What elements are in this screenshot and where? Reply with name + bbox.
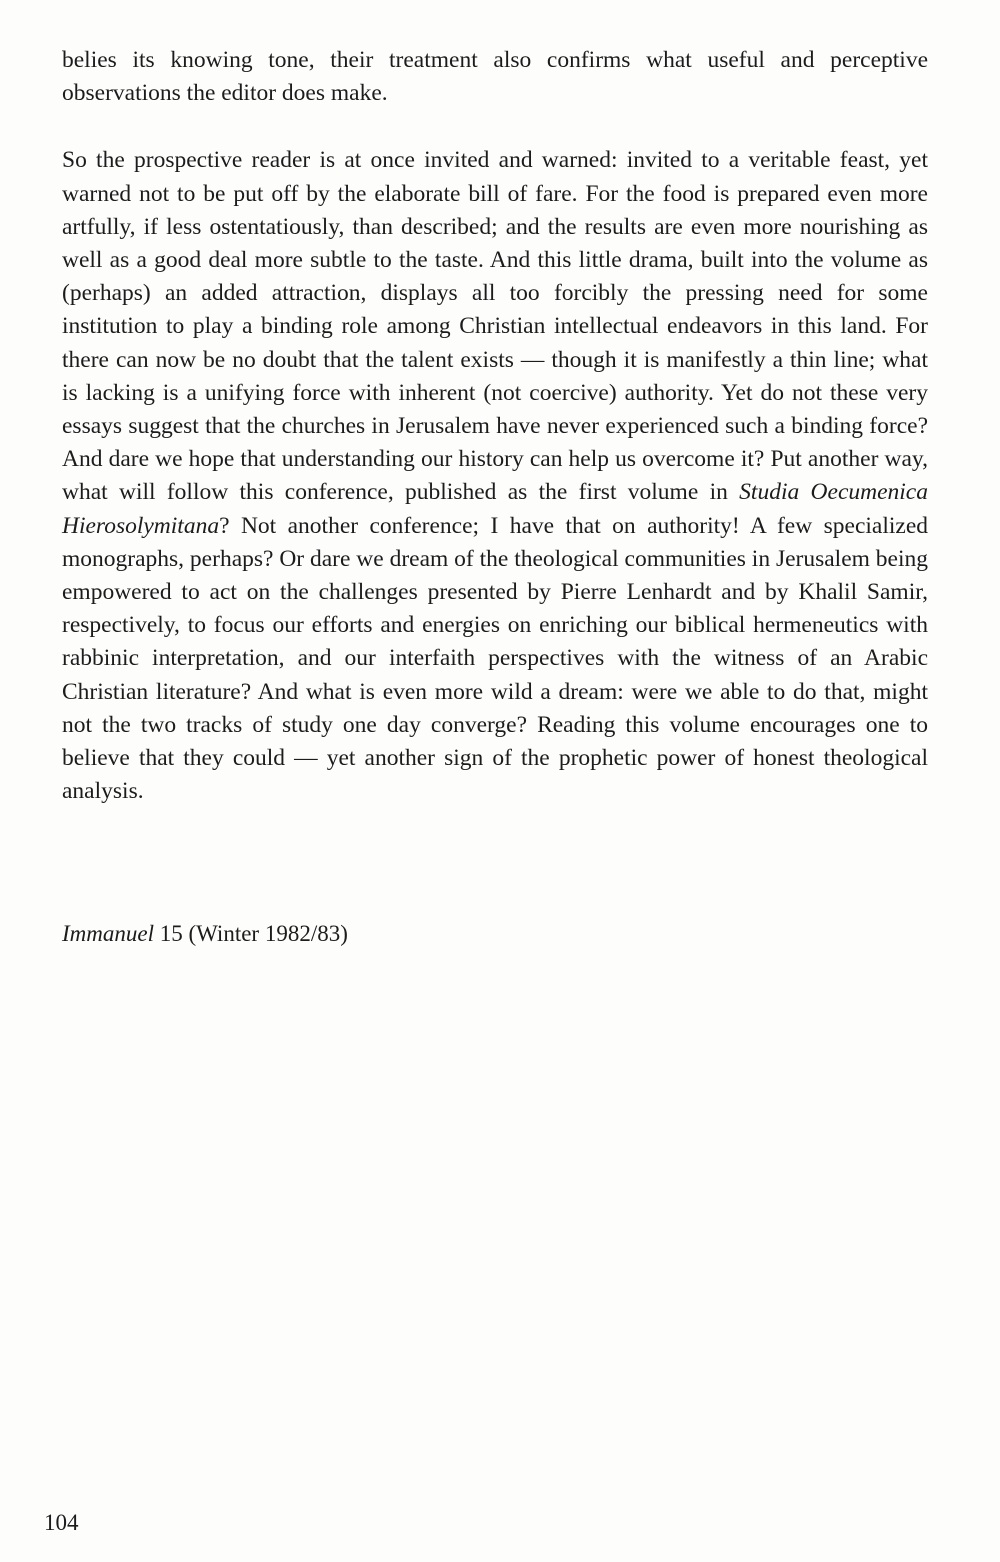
- journal-name: Immanuel: [62, 921, 154, 946]
- paragraph-2-text-start: So the prospective reader is at once invited and warned: invited to a veritable feast, yet warned not to be put off by the elaborate bill of fare. For the food is prepared even more artfully, if less ostentatiously, than described; and the results are even more nourishing as well as a good deal more subtle to the taste. And this little drama, built into the volume as (perhaps) an added attraction, displays all too forcibly the pressing need for some institution to play a binding role among Christian intellectual endeavors in this land. For there can now be no doubt that the talent exists — though it is manifestly a thin line; what is lacking is a unifying force with inherent (not coercive) authority. Yet do not these very essays suggest that the churches in Jerusalem have never experienced such a binding force? And dare we hope that understanding our history can help us overcome it? Put another way, what will follow this conference, published as the first volume in: [62, 147, 928, 506]
- series-title: Studia Oecumenica Hierosolymitana: [62, 479, 928, 539]
- paragraph-1-text: belies its knowing tone, their treatment also confirms what useful and perceptive observations the editor does make.: [62, 47, 928, 107]
- paragraph-continuation: [62, 44, 928, 110]
- paragraph-main: [62, 144, 928, 808]
- page-number: 104: [44, 1510, 79, 1535]
- paragraph-2-text-end: ? Not another conference; I have that on authority! A few specialized monographs, perhaps? Or dare we dream of the theological communities in Jerusalem being empowered to act on the challenges presented by Pierre Lenhardt and by Khalil Samir, respectively, to focus our efforts and energies on enriching our biblical hermeneutics with rabbinic interpretation, and our interfaith perspectives with the witness of an Arabic Christian literature? And what is even more wild a dream: were we able to do that, might not the two tracks of study one day converge? Reading this volume encourages one to believe that they could — yet another sign of the prophetic power of honest theological analysis.: [62, 512, 928, 805]
- citation-details: 15 (Winter 1982/83): [153, 921, 348, 946]
- body-text: [62, 44, 928, 808]
- source-citation: [62, 918, 348, 950]
